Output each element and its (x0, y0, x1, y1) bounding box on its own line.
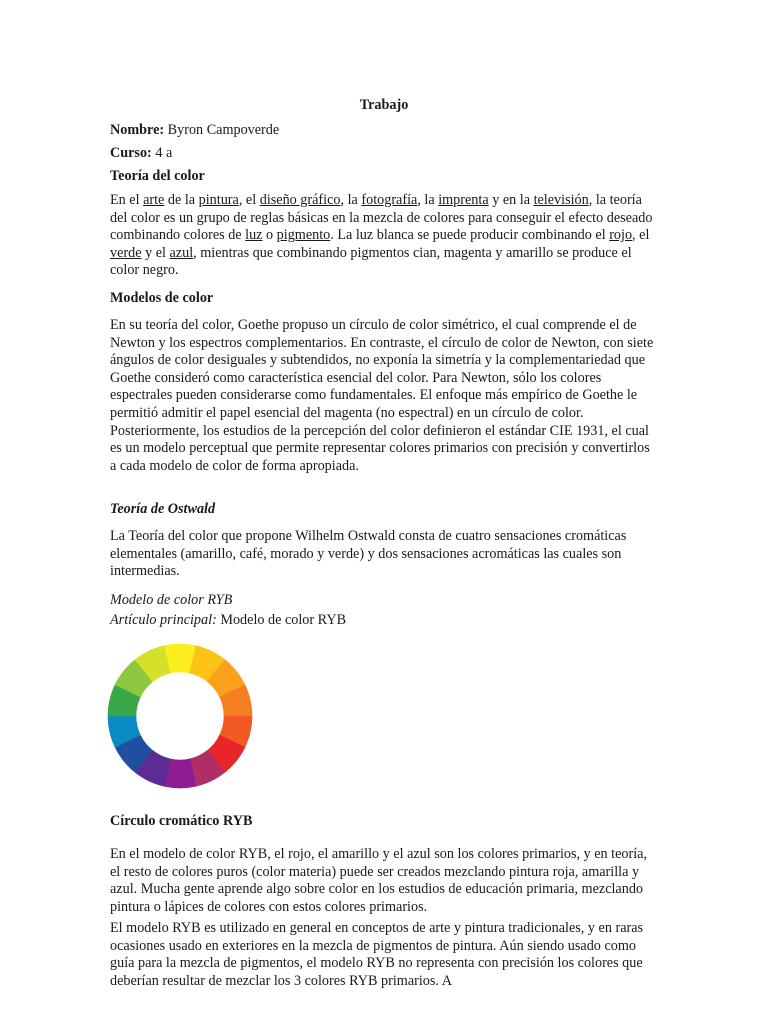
link-pintura[interactable]: pintura (198, 192, 239, 208)
text-run: , la (417, 192, 439, 208)
nombre-label: Nombre: (110, 122, 165, 138)
text-run: . La luz blanca se puede producir combinando el (330, 227, 610, 244)
curso-label: Curso: (110, 145, 152, 161)
heading-teoria-de-ostwald: Teoría de Ostwald (110, 501, 216, 517)
text-run: y en la (488, 192, 534, 208)
link-fotografia[interactable]: fotografía (361, 192, 418, 208)
paragraph-circulo-1: En el modelo de color RYB, el rojo, el amarillo y el azul son los colores primarios, y en teoría, el resto de colores puros (color materia) puede ser creados mezclando pintura roja, amarilla y azul. Mucha gente aprende algo sobre color en los estudios de educación primaria, mezclando pintura o lápices de colores con estos colores primarios. (110, 846, 648, 915)
nombre-value: Byron Campoverde (164, 122, 280, 138)
curso-value: 4 a (151, 145, 173, 161)
articulo-principal-line (110, 612, 658, 630)
link-luz[interactable]: luz (245, 227, 263, 244)
ryb-color-wheel-image (107, 643, 253, 789)
text-run: , el (238, 192, 260, 208)
text-run: o (262, 227, 277, 244)
link-diseno-grafico[interactable]: diseño gráfico (259, 192, 341, 208)
document-title: Trabajo (359, 97, 409, 113)
heading-teoria-del-color: Teoría del color (110, 168, 205, 184)
heading-circulo-cromatico-ryb: Círculo cromático RYB (110, 813, 253, 829)
heading-modelos-de-color: Modelos de color (110, 290, 214, 306)
paragraph-modelos: En su teoría del color, Goethe propuso un círculo de color simétrico, el cual comprende el de Newton y los espectros complementarios. En contraste, el círculo de color de Newton, con siete ángulos de color desiguales y subtendidos, no exponía la simetría y la complementariedad que Goethe consideró como característica esencial del color. Para Newton, sólo los colores espectrales pueden considerarse como fundamentales. El enfoque más empírico de Goethe le permitió admitir el papel esencial del magenta (no espectral) en un círculo de color. Posteriormente, los estudios de la percepción del color definieron el estándar CIE 1931, el cual es un modelo perceptual que permite representar colores primarios con precisión y convertirlos a cada modelo de color de forma apropiada. (110, 317, 654, 474)
link-verde[interactable]: verde (110, 244, 142, 261)
link-imprenta[interactable]: imprenta (438, 192, 489, 208)
ryb-caption: Modelo de color RYB (110, 592, 233, 608)
articulo-label: Artículo principal: (110, 612, 217, 628)
text-run: y el (141, 244, 170, 261)
link-pigmento[interactable]: pigmento (276, 227, 331, 244)
link-azul[interactable]: azul (169, 244, 194, 261)
link-rojo[interactable]: rojo (609, 227, 633, 244)
text-run: , el (632, 227, 650, 244)
text-run: En el (110, 192, 144, 208)
text-run: , mientras que combinando pigmentos cian, magenta y amarillo se produce el color negro. (110, 244, 632, 279)
paragraph-ostwald: La Teoría del color que propone Wilhelm Ostwald consta de cuatro sensaciones cromáticas elementales (amarillo, café, morado y verde) y dos sensaciones acromáticas las cuales son intermedias. (110, 528, 627, 580)
paragraph-circulo-2: El modelo RYB es utilizado en general en conceptos de arte y pintura tradicionales, y en raras ocasiones usado en exteriores en la mezcla de pigmentos de pintura. Aún siendo usado como guía para la mezcla de pigmentos, el modelo RYB no representa con precisión los colores que deberían resultar de mezclar los 3 colores RYB primarios. A (110, 920, 644, 989)
text-run: , la teoría del color es un grupo de reglas básicas en la mezcla de colores para conseguir el efecto deseado combinando colores de (110, 192, 653, 244)
articulo-value: Modelo de color RYB (216, 612, 347, 628)
link-arte[interactable]: arte (143, 192, 165, 208)
paragraph-teoria (110, 192, 658, 280)
text-run: , la (340, 192, 362, 208)
text-run: de la (164, 192, 199, 208)
link-television[interactable]: televisión (533, 192, 589, 208)
nombre-line (110, 122, 658, 140)
curso-line (110, 145, 658, 163)
